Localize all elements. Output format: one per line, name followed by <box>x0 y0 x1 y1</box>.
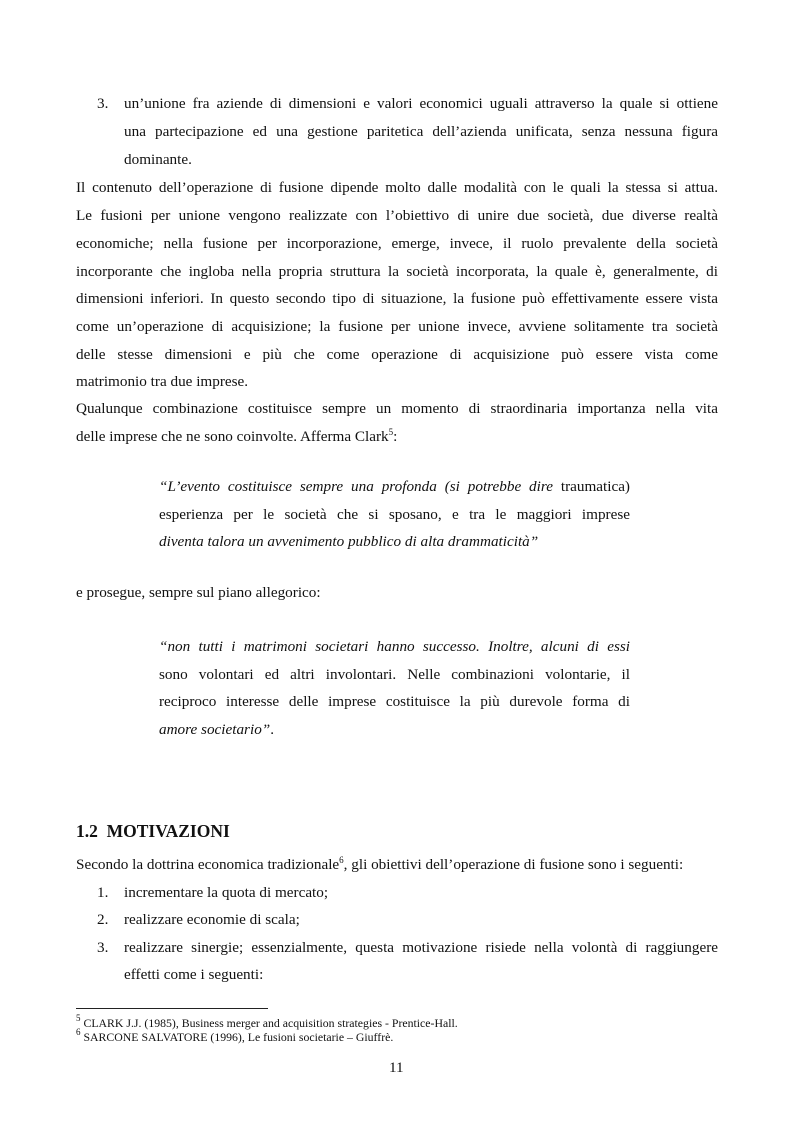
paragraph-line: Le fusioni per unione vengono realizzate con l’obiettivo di unire due società, due diverse realtà <box>76 207 718 224</box>
paragraph-line <box>76 855 683 875</box>
paragraph-text: delle imprese che ne sono coinvolte. Afferma Clark <box>76 428 389 445</box>
footnote <box>76 1027 394 1045</box>
quote-line: reciproco interesse delle imprese costituisce la più durevole forma di <box>159 693 630 710</box>
quote-line <box>159 720 274 740</box>
footnote-text: SARCONE SALVATORE (1996), Le fusioni societarie – Giuffrè. <box>83 1030 394 1044</box>
paragraph-text: , gli obiettivi dell’operazione di fusione sono i seguenti: <box>343 856 684 873</box>
section-number: 1.2 <box>76 821 98 841</box>
quote-line <box>159 477 630 497</box>
list-item-line: dominante. <box>124 151 192 168</box>
footnote <box>76 1013 458 1031</box>
quote-line: esperienza per le società che si sposano, e tra le maggiori imprese <box>159 506 630 523</box>
footnote-divider <box>76 1008 268 1009</box>
list-number: 3. <box>97 95 109 112</box>
paragraph-line: economiche; nella fusione per incorporazione, emerge, invece, il ruolo prevalente della società <box>76 235 718 252</box>
list-number: 2. <box>97 911 109 928</box>
list-number: 1. <box>97 884 109 901</box>
footnote-ref: 6 <box>339 855 344 865</box>
quote-line: diventa talora un avvenimento pubblico di alta drammaticità” <box>159 533 539 550</box>
list-item-line: effetti come i seguenti: <box>124 966 264 983</box>
paragraph-text: Secondo la dottrina economica tradizionale <box>76 856 340 873</box>
list-item-line: un’unione fra aziende di dimensioni e valori economici uguali attraverso la quale si ottiene <box>124 95 718 112</box>
footnote-mark: 5 <box>76 1013 81 1023</box>
section-title: MOTIVAZIONI <box>106 821 230 841</box>
paragraph-line <box>76 427 397 447</box>
list-item-line: una partecipazione ed una gestione paritetica dell’azienda unificata, senza nessuna figura <box>124 123 718 140</box>
section-heading <box>76 820 230 842</box>
quote-text: amore societario” <box>159 721 271 738</box>
paragraph-line: e prosegue, sempre sul piano allegorico: <box>76 584 321 601</box>
paragraph-line: incorporante che ingloba nella propria struttura la società incorporata, la quale è, generalmente, di <box>76 263 718 280</box>
list-item-line: incrementare la quota di mercato; <box>124 884 329 901</box>
list-item-line: realizzare economie di scala; <box>124 911 300 928</box>
paragraph-line: Qualunque combinazione costituisce sempre un momento di straordinaria importanza nella vita <box>76 400 718 417</box>
footnote-text: CLARK J.J. (1985), Business merger and acquisition strategies - Prentice-Hall. <box>83 1016 458 1030</box>
page-number: 11 <box>389 1059 404 1076</box>
footnote-ref: 5 <box>388 427 394 437</box>
paragraph-line: Il contenuto dell’operazione di fusione dipende molto dalle modalità con le quali la stessa si attua. <box>76 179 718 196</box>
paragraph-line: delle stesse dimensioni e più che come operazione di acquisizione può essere vista come <box>76 346 718 363</box>
paragraph-line: matrimonio tra due imprese. <box>76 373 249 390</box>
paragraph-text: : <box>393 428 398 445</box>
quote-line: sono volontari ed altri involontari. Nelle combinazioni volontarie, il <box>159 666 630 683</box>
paragraph-line: dimensioni inferiori. In questo secondo tipo di situazione, la fusione può effettivamente essere vista <box>76 290 718 307</box>
footnote-mark: 6 <box>76 1027 81 1037</box>
quote-text: . <box>270 721 275 738</box>
list-number: 3. <box>97 939 109 956</box>
quote-text: traumatica) <box>560 478 630 495</box>
quote-text: “L’evento costituisce sempre una profonda (si potrebbe dire <box>159 478 553 495</box>
quote-line: “non tutti i matrimoni societari hanno successo. Inoltre, alcuni di essi <box>159 638 630 655</box>
list-item-line: realizzare sinergie; essenzialmente, questa motivazione risiede nella volontà di raggiungere <box>124 939 718 956</box>
paragraph-line: come un’operazione di acquisizione; la fusione per unione invece, avviene solitamente tra società <box>76 318 718 335</box>
